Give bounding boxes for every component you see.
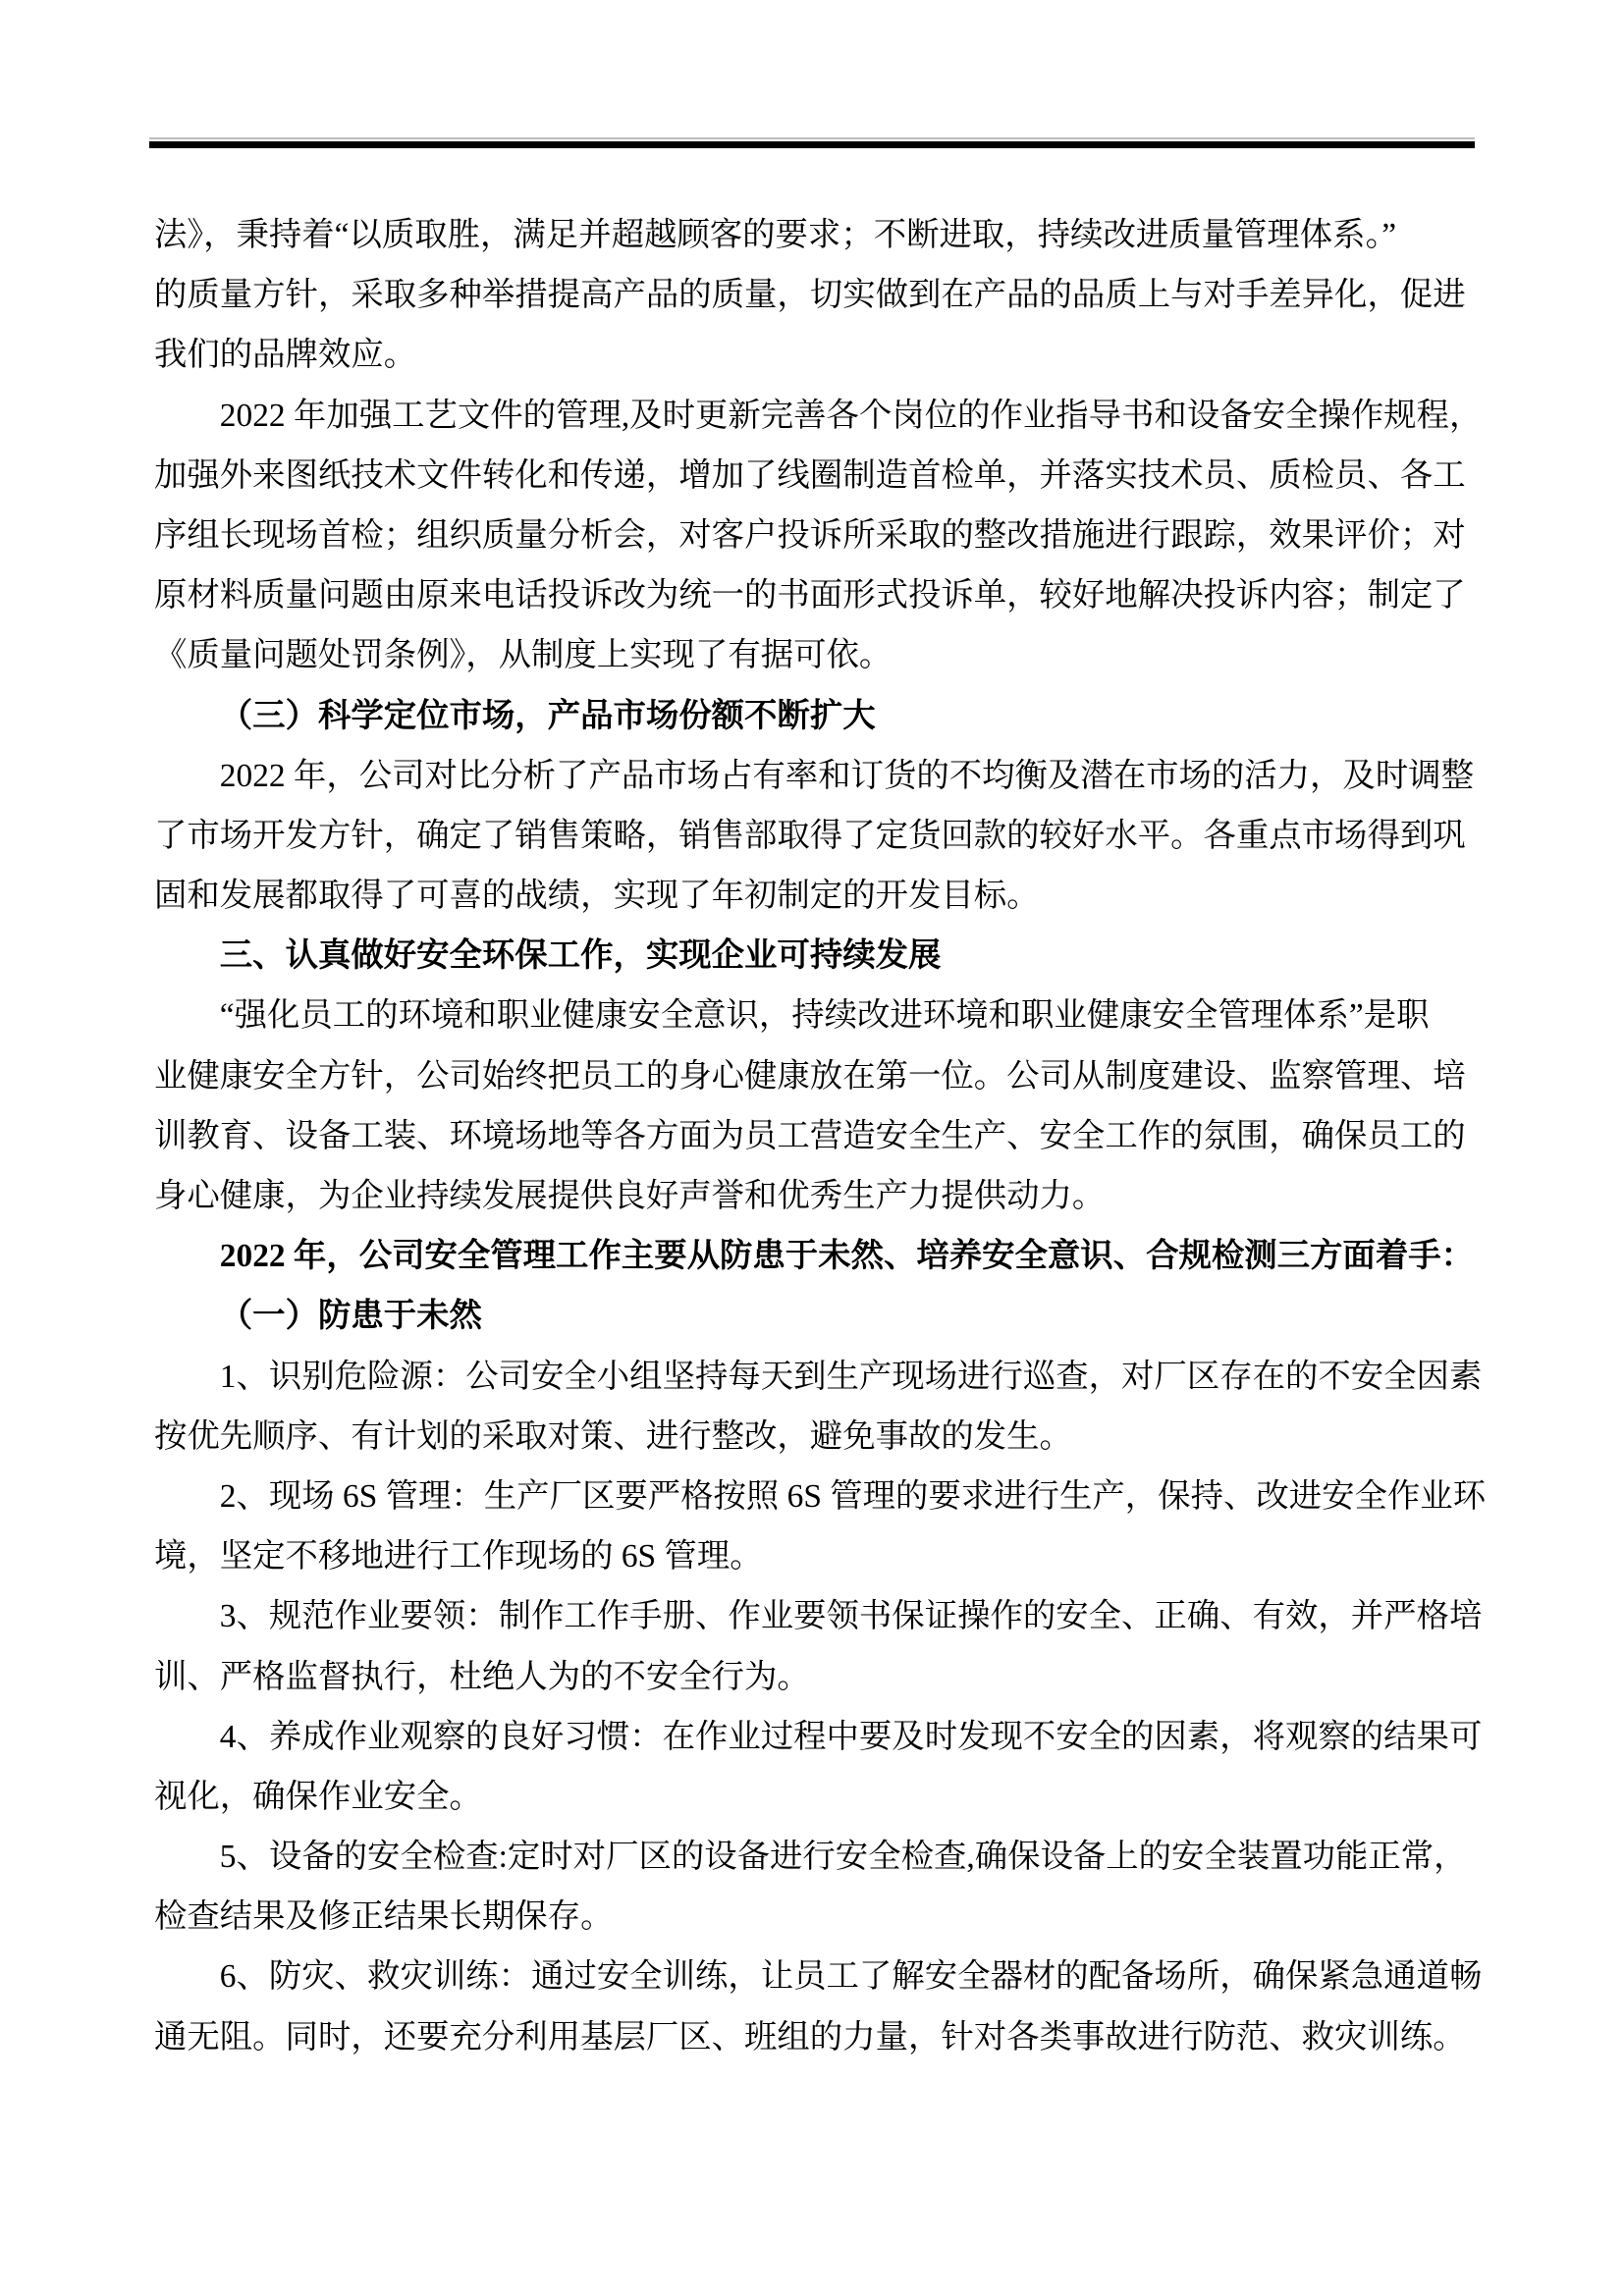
text-line: 2022 年，公司安全管理工作主要从防患于未然、培养安全意识、合规检测三方面着手： — [219, 1238, 1474, 1275]
text-line: 视化，确保作业安全。 — [154, 1778, 482, 1815]
text-line: 5、设备的安全检查:定时对厂区的设备进行安全检查,确保设备上的安全装置功能正常， — [219, 1839, 1467, 1876]
header-rule-accent — [149, 137, 1475, 139]
text-line: （三）科学定位市场，产品市场份额不断扩大 — [219, 697, 876, 734]
text-line: 原材料质量问题由原来电话投诉改为统一的书面形式投诉单，较好地解决投诉内容；制定了 — [154, 577, 1466, 614]
text-line: 通无阻。同时，还要充分利用基层厂区、班组的力量，针对各类事故进行防范、救灾训练。 — [154, 2018, 1466, 2056]
text-line: 了市场开发方针，确定了销售策略，销售部取得了定货回款的较好水平。各重点市场得到巩 — [154, 817, 1466, 854]
text-line: 1、识别危险源：公司安全小组坚持每天到生产现场进行巡查，对厂区存在的不安全因素 — [219, 1358, 1483, 1395]
text-line: 6、防灾、救灾训练：通过安全训练，让员工了解安全器材的配备场所，确保紧急通道畅 — [219, 1958, 1483, 1996]
text-line: 固和发展都取得了可喜的战绩，实现了年初制定的开发目标。 — [154, 878, 1040, 915]
text-line: 2022 年加强工艺文件的管理,及时更新完善各个岗位的作业指导书和设备安全操作规程， — [219, 397, 1483, 434]
text-line: 序组长现场首检；组织质量分析会，对客户投诉所采取的整改措施进行跟踪，效果评价；对 — [154, 516, 1466, 554]
document-body — [154, 205, 1487, 2067]
text-line: 训教育、设备工装、环境场地等各方面为员工营造安全生产、安全工作的氛围，确保员工的 — [154, 1117, 1466, 1154]
text-line: 身心健康，为企业持续发展提供良好声誉和优秀生产力提供动力。 — [154, 1178, 1106, 1214]
text-line: 4、养成作业观察的良好习惯：在作业过程中要及时发现不安全的因素，将观察的结果可 — [219, 1718, 1483, 1755]
text-line: 加强外来图纸技术文件转化和传递，增加了线圈制造首检单，并落实技术员、质检员、各工 — [154, 456, 1466, 494]
text-line: 境，坚定不移地进行工作现场的 6S 管理。 — [154, 1538, 763, 1575]
text-line: 训、严格监督执行，杜绝人为的不安全行为。 — [154, 1658, 810, 1695]
text-line: 2、现场 6S 管理：生产厂区要严格按照 6S 管理的要求进行生产，保持、改进安全作业环 — [219, 1477, 1487, 1515]
text-line: 2022 年，公司对比分析了产品市场占有率和订货的不均衡及潜在市场的活力，及时调整 — [219, 757, 1474, 794]
text-line: 我们的品牌效应。 — [154, 337, 417, 374]
text-line: 三、认真做好安全环保工作，实现企业可持续发展 — [219, 937, 942, 975]
text-line: （一）防患于未然 — [219, 1298, 482, 1335]
text-line: 法》，秉持着“以质取胜，满足并超越顾客的要求；不断进取，持续改进质量管理体系。” — [154, 217, 1397, 253]
header-rule — [149, 141, 1475, 148]
text-line: “强化员工的环境和职业健康安全意识，持续改进环境和职业健康安全管理体系”是职 — [219, 997, 1430, 1035]
text-line: 按优先顺序、有计划的采取对策、进行整改，避免事故的发生。 — [154, 1417, 1072, 1455]
text-line: 的质量方针，采取多种举措提高产品的质量，切实做到在产品的品质上与对手差异化，促进 — [154, 277, 1466, 314]
text-line: 3、规范作业要领：制作工作手册、作业要领书保证操作的安全、正确、有效，并严格培 — [219, 1598, 1483, 1635]
text-line: 检查结果及修正结果长期保存。 — [154, 1898, 614, 1936]
text-line: 业健康安全方针，公司始终把员工的身心健康放在第一位。公司从制度建设、监察管理、培 — [154, 1057, 1466, 1095]
text-line: 《质量问题处罚条例》，从制度上实现了有据可依。 — [154, 637, 893, 674]
